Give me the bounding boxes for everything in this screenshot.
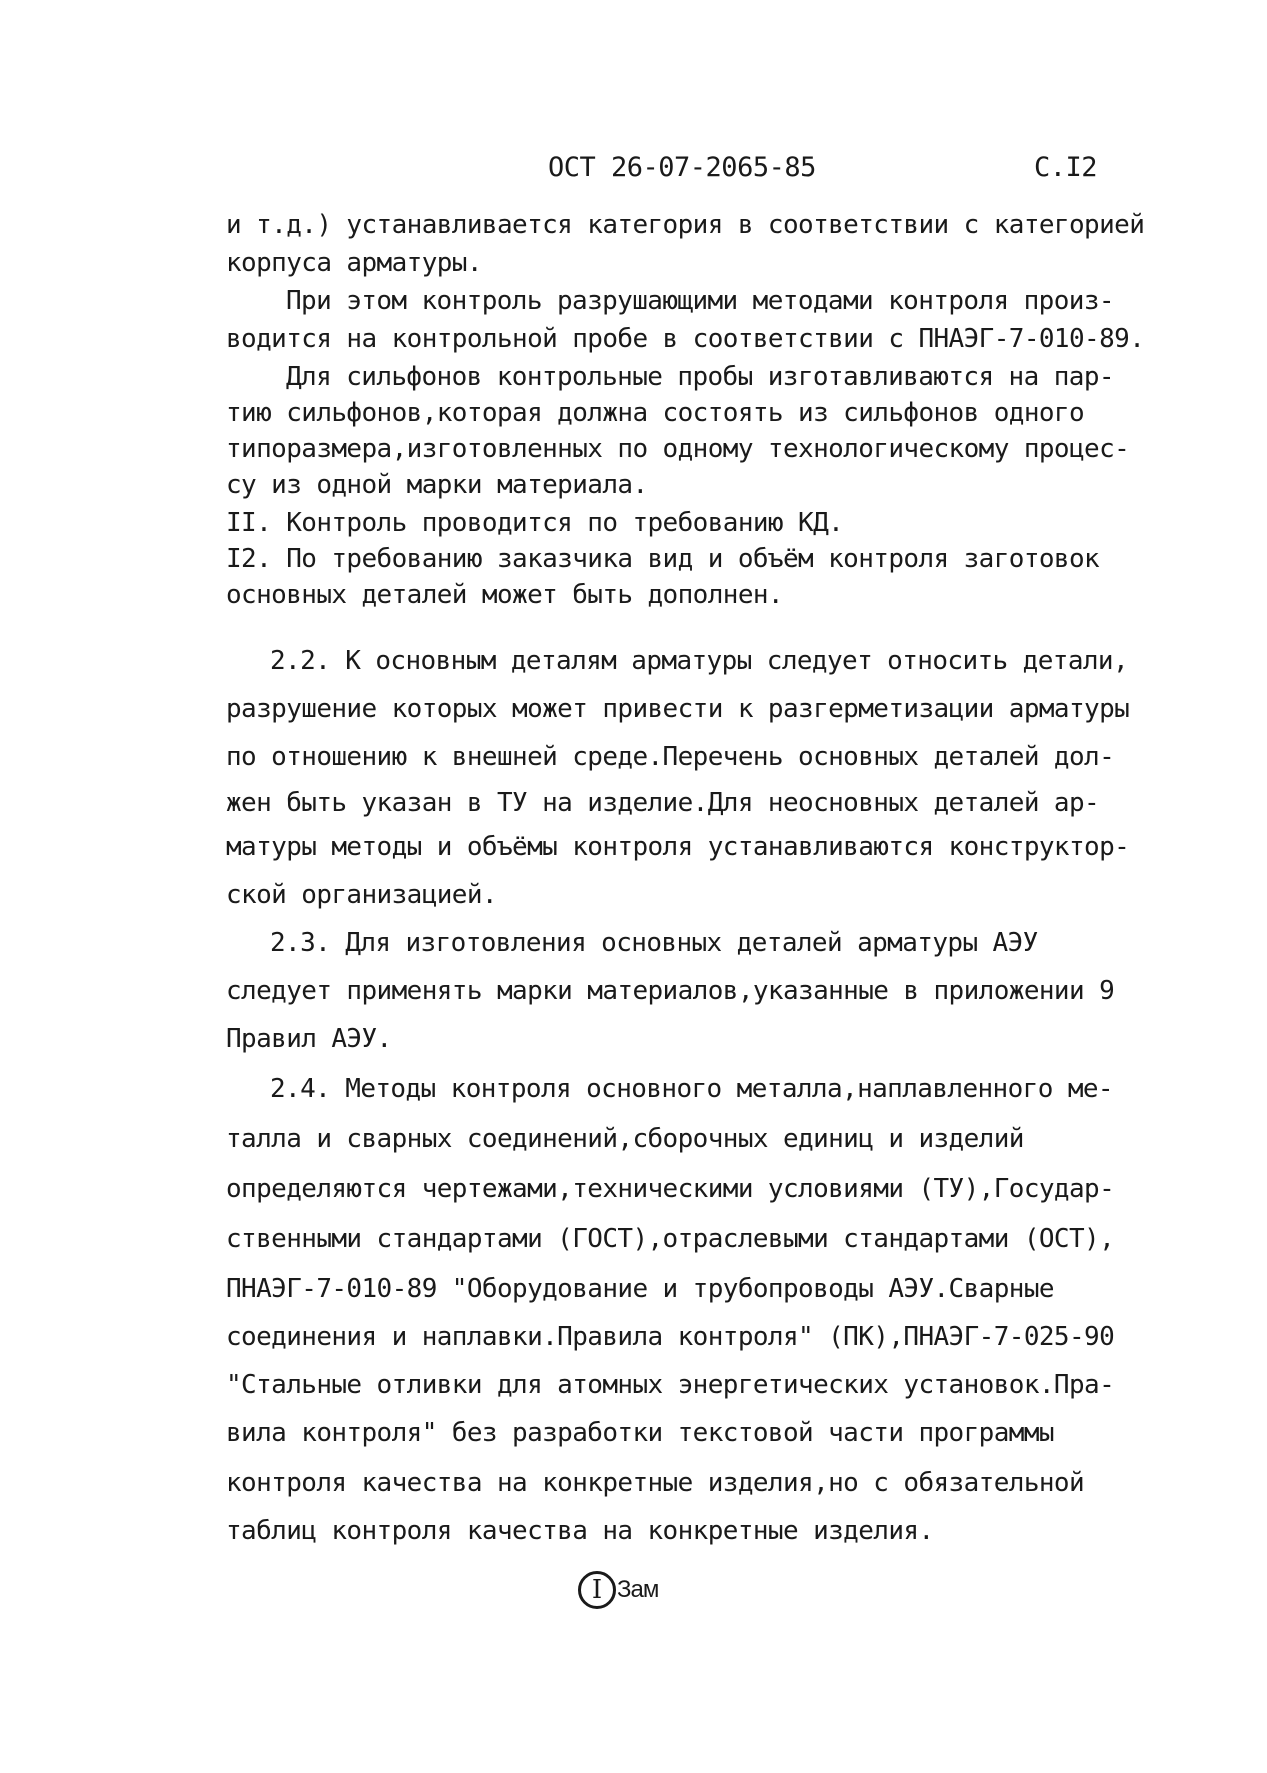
text-line: "Стальные отливки для атомных энергетических установок.Пра- (226, 1370, 1115, 1400)
text-line: Правил АЭУ. (226, 1024, 392, 1054)
text-line: ПНАЭГ-7-010-89 "Оборудование и трубопроводы АЭУ.Сварные (226, 1274, 1054, 1304)
change-label: Зам (617, 1576, 659, 1603)
text-line: матуры методы и объёмы контроля устанавливаются конструктор- (226, 832, 1130, 862)
change-stamp (578, 1568, 658, 1612)
text-line: основных деталей может быть дополнен. (226, 580, 783, 610)
change-number-circle: I (578, 1571, 616, 1609)
text-line: водится на контрольной пробе в соответствии с ПНАЭГ-7-010-89. (226, 324, 1145, 354)
text-line: соединения и наплавки.Правила контроля" (ПК),ПНАЭГ-7-025-90 (226, 1322, 1115, 1352)
text-line: су из одной марки материала. (226, 470, 648, 500)
text-line: При этом контроль разрушающими методами контроля произ- (286, 286, 1114, 316)
section-2-4-line: 2.4. Методы контроля основного металла,наплавленного ме- (270, 1074, 1113, 1104)
text-line: следует применять марки материалов,указанные в приложении 9 (226, 976, 1115, 1006)
text-line: II. Контроль проводится по требованию КД. (226, 508, 844, 538)
text-line: разрушение которых может привести к разгерметизации арматуры (226, 694, 1130, 724)
text-line: таблиц контроля качества на конкретные изделия. (226, 1516, 934, 1546)
page-number: С.I2 (1034, 152, 1098, 183)
text-line: определяются чертежами,техническими условиями (ТУ),Государ- (226, 1174, 1115, 1204)
text-line: жен быть указан в ТУ на изделие.Для неосновных деталей ар- (226, 788, 1100, 818)
text-line: и т.д.) устанавливается категория в соответствии с категорией (226, 210, 1145, 240)
text-line: талла и сварных соединений,сборочных единиц и изделий (226, 1124, 1024, 1154)
text-line: типоразмера,изготовленных по одному технологическому процес- (226, 434, 1130, 464)
text-line: по отношению к внешней среде.Перечень основных деталей дол- (226, 742, 1115, 772)
section-2-3-line: 2.3. Для изготовления основных деталей арматуры АЭУ (270, 928, 1038, 958)
text-line: ственными стандартами (ГОСТ),отраслевыми стандартами (ОСТ), (226, 1224, 1115, 1254)
text-line: тию сильфонов,которая должна состоять из сильфонов одного (226, 398, 1085, 428)
text-line: контроля качества на конкретные изделия,но с обязательной (226, 1468, 1085, 1498)
text-line: корпуса арматуры. (226, 248, 482, 278)
text-line: I2. По требованию заказчика вид и объём контроля заготовок (226, 544, 1100, 574)
text-line: ской организацией. (226, 880, 497, 910)
section-2-2-line: 2.2. К основным деталям арматуры следует относить детали, (270, 646, 1129, 676)
text-line: вила контроля" без разработки текстовой части программы (226, 1418, 1054, 1448)
document-number: ОСТ 26-07-2065-85 (548, 152, 816, 183)
text-line: Для сильфонов контрольные пробы изготавливаются на пар- (286, 362, 1114, 392)
